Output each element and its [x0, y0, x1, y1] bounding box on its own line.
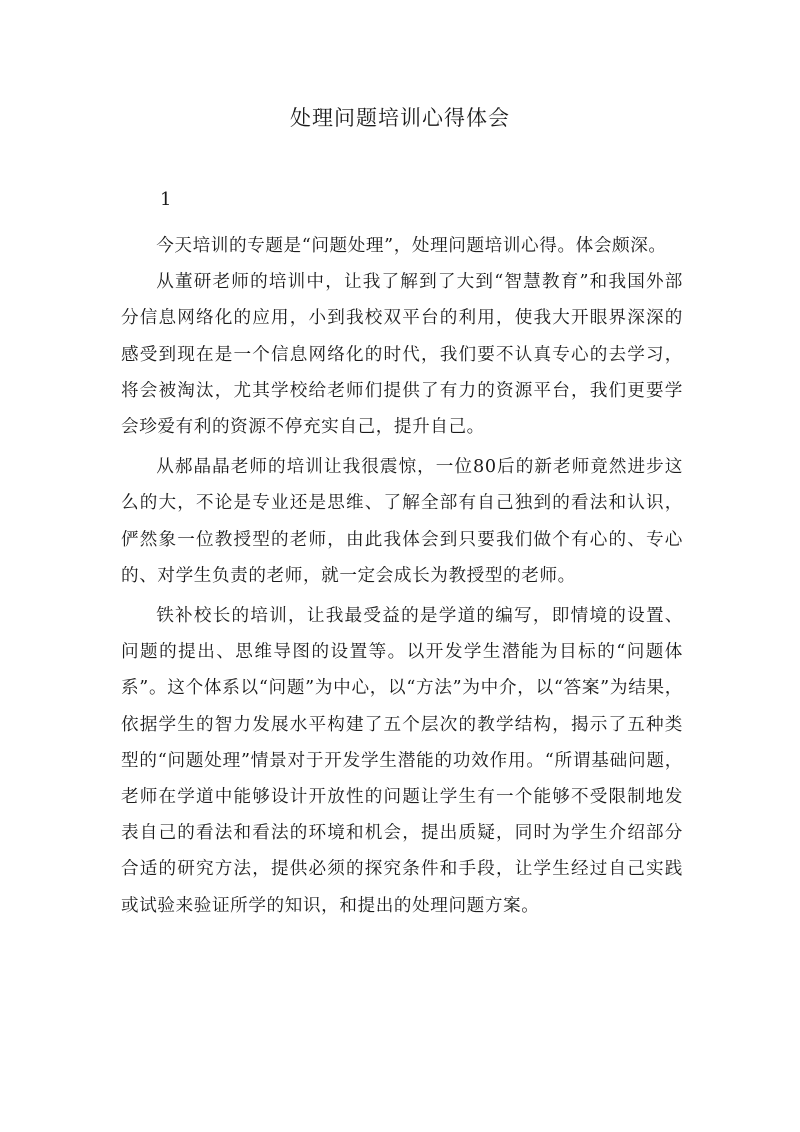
- paragraph-2: 从董研老师的培训中，让我了解到了大到“智慧教育”和我国外部分信息网络化的应用，小到我校双平台的利用，使我大开眼界深深的感受到现在是一个信息网络化的时代，我们要不认真专心的去学习，将会被淘汰，尤其学校给老师们提供了有力的资源平台，我们更要学会珍爱有利的资源不停充实自己，提升自己。: [121, 272, 683, 438]
- document-title: 处理问题培训心得体会: [290, 106, 510, 130]
- paragraph-4: 铁补校长的培训，让我最受益的是学道的编写，即情境的设置、问题的提出、思维导图的设置等。以开发学生潜能为目标的“问题体系”。这个体系以“问题”为中心，以“方法”为中介，以“答案”为结果，依据学生的智力发展水平构建了五个层次的教学结构，揭示了五种类型的“问题处理”情景对于开发学生潜能的功效作用。“所谓基础问题，老师在学道中能够设计开放性的问题让学生有一个能够不受限制地发表自己的看法和看法的环境和机会，提出质疑，同时为学生介绍部分合适的研究方法，提供必须的探究条件和手段，让学生经过自己实践或试验来验证所学的知识，和提出的处理问题方案。: [121, 606, 683, 916]
- paragraph-3: 从郝晶晶老师的培训让我很震惊，一位80后的新老师竟然进步这么的大，不论是专业还是思维、了解全部有自己独到的看法和认识，俨然象一位教授型的老师，由此我体会到只要我们做个有心的、专心的、对学生负责的老师，就一定会成长为教授型的老师。: [121, 457, 683, 586]
- paragraph-1: 今天培训的专题是“问题处理”，处理问题培训心得。体会颇深。: [156, 236, 667, 256]
- section-number: 1: [160, 189, 172, 210]
- document-body: [121, 228, 683, 924]
